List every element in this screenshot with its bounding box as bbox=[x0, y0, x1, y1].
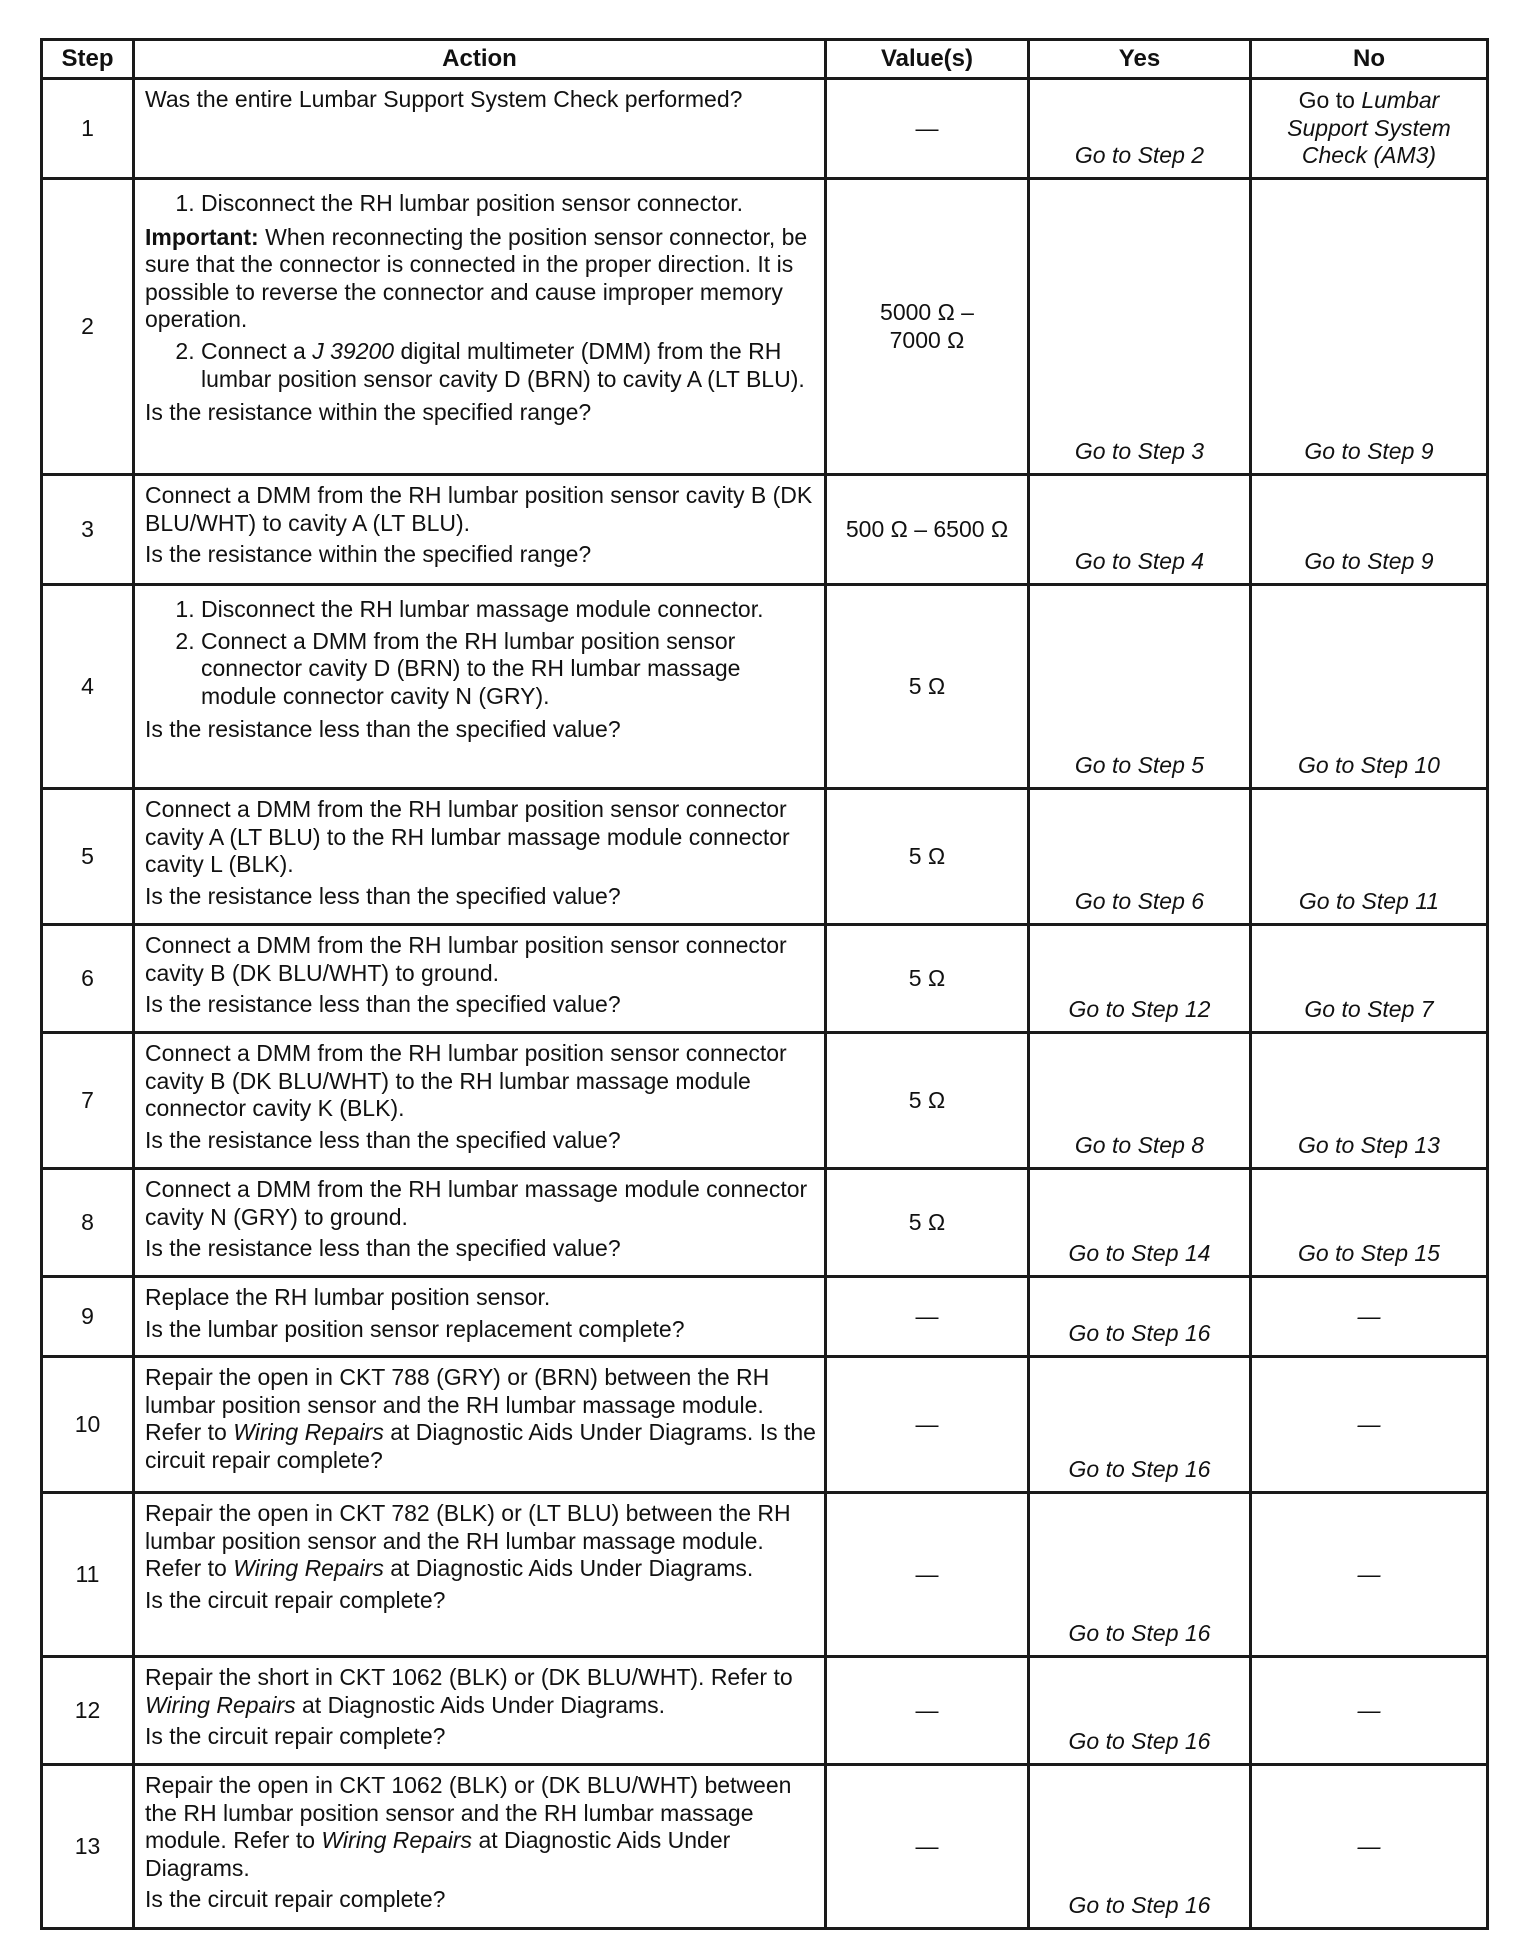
step-number: 6 bbox=[42, 925, 134, 1033]
action-question: Is the circuit repair complete? bbox=[145, 1723, 446, 1750]
procedure-list bbox=[145, 190, 816, 218]
header-step: Step bbox=[42, 40, 134, 79]
value-cell bbox=[826, 179, 1029, 475]
yes-cell: Go to Step 2 bbox=[1029, 79, 1251, 179]
yes-cell: Go to Step 8 bbox=[1029, 1033, 1251, 1169]
procedure-list bbox=[145, 596, 816, 710]
important-note bbox=[145, 224, 816, 334]
no-cell: — bbox=[1251, 1493, 1488, 1657]
action-text-part: Repair the short in CKT 1062 (BLK) or (DK BLU/WHT). Refer to bbox=[145, 1664, 793, 1690]
procedure-text: digital multimeter (DMM) from the RH lumbar position sensor cavity D (BRN) to cavity A (LT BLU). bbox=[201, 337, 805, 392]
no-cell: — bbox=[1251, 1277, 1488, 1357]
value-cell: — bbox=[826, 1357, 1029, 1493]
value-cell: — bbox=[826, 1493, 1029, 1657]
reference-link[interactable]: Wiring Repairs bbox=[321, 1827, 473, 1854]
table-row bbox=[42, 585, 1488, 789]
no-cell: — bbox=[1251, 1357, 1488, 1493]
action-question: Is the lumbar position sensor replacement complete? bbox=[145, 1315, 685, 1342]
action-text: Replace the RH lumbar position sensor. bbox=[145, 1284, 551, 1310]
action-text-part: at Diagnostic Aids Under Diagrams. bbox=[390, 1555, 754, 1582]
yes-cell: Go to Step 16 bbox=[1029, 1277, 1251, 1357]
action-text: Connect a DMM from the RH lumbar position sensor connector cavity B (DK BLU/WHT) to ground. bbox=[145, 932, 787, 986]
procedure-item: 2. Connect a DMM from the RH lumbar position sensor connector cavity D (BRN) to the RH lumbar massage module connector cavity N (GRY). bbox=[201, 628, 816, 711]
step-number: 5 bbox=[42, 789, 134, 925]
action-text-part: Repair the open in CKT 1062 (BLK) or (DK BLU/WHT) between the RH lumbar position sensor and the RH lumbar massage module. Refer to bbox=[145, 1772, 792, 1854]
yes-cell: Go to Step 6 bbox=[1029, 789, 1251, 925]
action-text bbox=[145, 1364, 816, 1474]
reference-link[interactable]: Wiring Repairs bbox=[233, 1419, 384, 1446]
procedure-item: 1. Disconnect the RH lumbar position sensor connector. bbox=[201, 190, 816, 218]
no-cell: — bbox=[1251, 1657, 1488, 1765]
yes-cell: Go to Step 5 bbox=[1029, 585, 1251, 789]
table-row bbox=[42, 475, 1488, 585]
step-number: 9 bbox=[42, 1277, 134, 1357]
table-row bbox=[42, 179, 1488, 475]
value-line: 7000 Ω bbox=[889, 326, 965, 353]
action-cell bbox=[134, 179, 826, 475]
step-number: 4 bbox=[42, 585, 134, 789]
header-yes: Yes bbox=[1029, 40, 1251, 79]
value-cell: — bbox=[826, 79, 1029, 179]
table-row bbox=[42, 925, 1488, 1033]
header-action: Action bbox=[134, 40, 826, 79]
action-cell bbox=[134, 475, 826, 585]
action-text-part: at Diagnostic Aids Under Diagrams. bbox=[302, 1691, 666, 1718]
table-row bbox=[42, 1033, 1488, 1169]
action-cell bbox=[134, 1277, 826, 1357]
yes-cell: Go to Step 16 bbox=[1029, 1357, 1251, 1493]
reference-link[interactable]: Wiring Repairs bbox=[145, 1691, 296, 1718]
action-question: Is the circuit repair complete? bbox=[145, 1419, 816, 1473]
no-link: Lumbar Support System Check (AM3) bbox=[1287, 87, 1451, 169]
action-text bbox=[145, 1772, 816, 1882]
value-cell: 5 Ω bbox=[826, 1169, 1029, 1277]
procedure-text: Connect a bbox=[201, 337, 306, 364]
action-question: Is the resistance within the specified range? bbox=[145, 399, 592, 426]
important-text: When reconnecting the position sensor connector, be sure that the connector is connected in the proper direction. It is possible to reverse the connector and cause improper memory operation. bbox=[145, 223, 808, 333]
step-number: 8 bbox=[42, 1169, 134, 1277]
value-cell: 500 Ω – 6500 Ω bbox=[826, 475, 1029, 585]
no-cell: — bbox=[1251, 1765, 1488, 1929]
no-cell: Go to Step 11 bbox=[1251, 789, 1488, 925]
action-text-part: Repair the open in CKT 782 (BLK) or (LT BLU) between the RH lumbar position sensor and the RH lumbar massage module. Refer to bbox=[145, 1500, 791, 1582]
table-row bbox=[42, 1277, 1488, 1357]
step-number: 12 bbox=[42, 1657, 134, 1765]
value-cell: — bbox=[826, 1657, 1029, 1765]
action-question: Is the resistance within the specified range? bbox=[145, 541, 592, 568]
value-cell: 5 Ω bbox=[826, 925, 1029, 1033]
yes-cell: Go to Step 12 bbox=[1029, 925, 1251, 1033]
value-cell: 5 Ω bbox=[826, 1033, 1029, 1169]
no-cell: Go to Step 7 bbox=[1251, 925, 1488, 1033]
diagnostic-table bbox=[40, 38, 1489, 1930]
procedure-item: 1. Disconnect the RH lumbar massage module connector. bbox=[201, 596, 816, 624]
table-row bbox=[42, 1493, 1488, 1657]
action-cell bbox=[134, 1169, 826, 1277]
no-cell: Go to Step 15 bbox=[1251, 1169, 1488, 1277]
yes-cell: Go to Step 4 bbox=[1029, 475, 1251, 585]
value-cell: 5 Ω bbox=[826, 789, 1029, 925]
step-number: 7 bbox=[42, 1033, 134, 1169]
step-number: 10 bbox=[42, 1357, 134, 1493]
action-question: Was the entire Lumbar Support System Check performed? bbox=[145, 86, 743, 112]
step-number: 11 bbox=[42, 1493, 134, 1657]
action-text bbox=[145, 1500, 816, 1583]
procedure-list bbox=[145, 338, 816, 393]
action-cell bbox=[134, 79, 826, 179]
value-cell: — bbox=[826, 1765, 1029, 1929]
step-number: 1 bbox=[42, 79, 134, 179]
action-cell bbox=[134, 1033, 826, 1169]
step-number: 2 bbox=[42, 179, 134, 475]
no-prefix: Go to bbox=[1298, 87, 1355, 114]
table-row bbox=[42, 1657, 1488, 1765]
yes-cell: Go to Step 16 bbox=[1029, 1493, 1251, 1657]
header-no: No bbox=[1251, 40, 1488, 79]
action-cell bbox=[134, 1493, 826, 1657]
table-row bbox=[42, 1765, 1488, 1929]
no-cell: Go to Step 9 bbox=[1251, 179, 1488, 475]
action-text: Connect a DMM from the RH lumbar position sensor connector cavity A (LT BLU) to the RH lumbar massage module connector cavity L (BLK). bbox=[145, 796, 790, 878]
table-row bbox=[42, 1357, 1488, 1493]
table-row bbox=[42, 789, 1488, 925]
value-cell: — bbox=[826, 1277, 1029, 1357]
action-text-part: Repair the open in CKT 788 (GRY) or (BRN) between the RH lumbar position sensor and the RH lumbar massage module. Refer to bbox=[145, 1364, 770, 1446]
yes-cell: Go to Step 16 bbox=[1029, 1765, 1251, 1929]
action-question: Is the resistance less than the specified value? bbox=[145, 991, 621, 1018]
no-cell: Go to Step 10 bbox=[1251, 585, 1488, 789]
value-line: 5000 Ω – bbox=[880, 298, 974, 325]
value-cell: 5 Ω bbox=[826, 585, 1029, 789]
step-number: 13 bbox=[42, 1765, 134, 1929]
header-row bbox=[42, 40, 1488, 79]
header-values: Value(s) bbox=[826, 40, 1029, 79]
action-question: Is the circuit repair complete? bbox=[145, 1886, 446, 1913]
table-row bbox=[42, 79, 1488, 179]
yes-cell: Go to Step 16 bbox=[1029, 1657, 1251, 1765]
action-cell bbox=[134, 925, 826, 1033]
action-question: Is the resistance less than the specified value? bbox=[145, 716, 621, 743]
no-cell: Go to Step 13 bbox=[1251, 1033, 1488, 1169]
action-text: Connect a DMM from the RH lumbar position sensor connector cavity B (DK BLU/WHT) to the RH lumbar massage module connector cavity K (BLK). bbox=[145, 1040, 787, 1122]
action-cell bbox=[134, 1357, 826, 1493]
action-cell bbox=[134, 789, 826, 925]
action-question: Is the resistance less than the specified value? bbox=[145, 1235, 621, 1262]
action-question: Is the resistance less than the specified value? bbox=[145, 1126, 621, 1153]
action-text: Connect a DMM from the RH lumbar position sensor cavity B (DK BLU/WHT) to cavity A (LT BLU). bbox=[145, 482, 813, 536]
action-text bbox=[145, 1664, 816, 1719]
tool-name: J 39200 bbox=[312, 337, 395, 364]
action-text-part: at Diagnostic Aids Under Diagrams. bbox=[390, 1419, 754, 1446]
action-cell bbox=[134, 585, 826, 789]
action-text-part: at Diagnostic Aids Under Diagrams. bbox=[145, 1827, 731, 1881]
step-number: 3 bbox=[42, 475, 134, 585]
important-label: Important: bbox=[145, 223, 259, 250]
action-text: Connect a DMM from the RH lumbar massage module connector cavity N (GRY) to ground. bbox=[145, 1176, 808, 1230]
no-cell: Go to Step 9 bbox=[1251, 475, 1488, 585]
yes-cell: Go to Step 14 bbox=[1029, 1169, 1251, 1277]
action-cell bbox=[134, 1657, 826, 1765]
action-question: Is the resistance less than the specified value? bbox=[145, 882, 621, 909]
no-cell bbox=[1251, 79, 1488, 179]
table-row bbox=[42, 1169, 1488, 1277]
reference-link[interactable]: Wiring Repairs bbox=[233, 1555, 384, 1582]
yes-cell: Go to Step 3 bbox=[1029, 179, 1251, 475]
diagnostic-page bbox=[40, 38, 1486, 1930]
action-question: Is the circuit repair complete? bbox=[145, 1586, 446, 1613]
procedure-item bbox=[201, 338, 816, 393]
action-cell bbox=[134, 1765, 826, 1929]
